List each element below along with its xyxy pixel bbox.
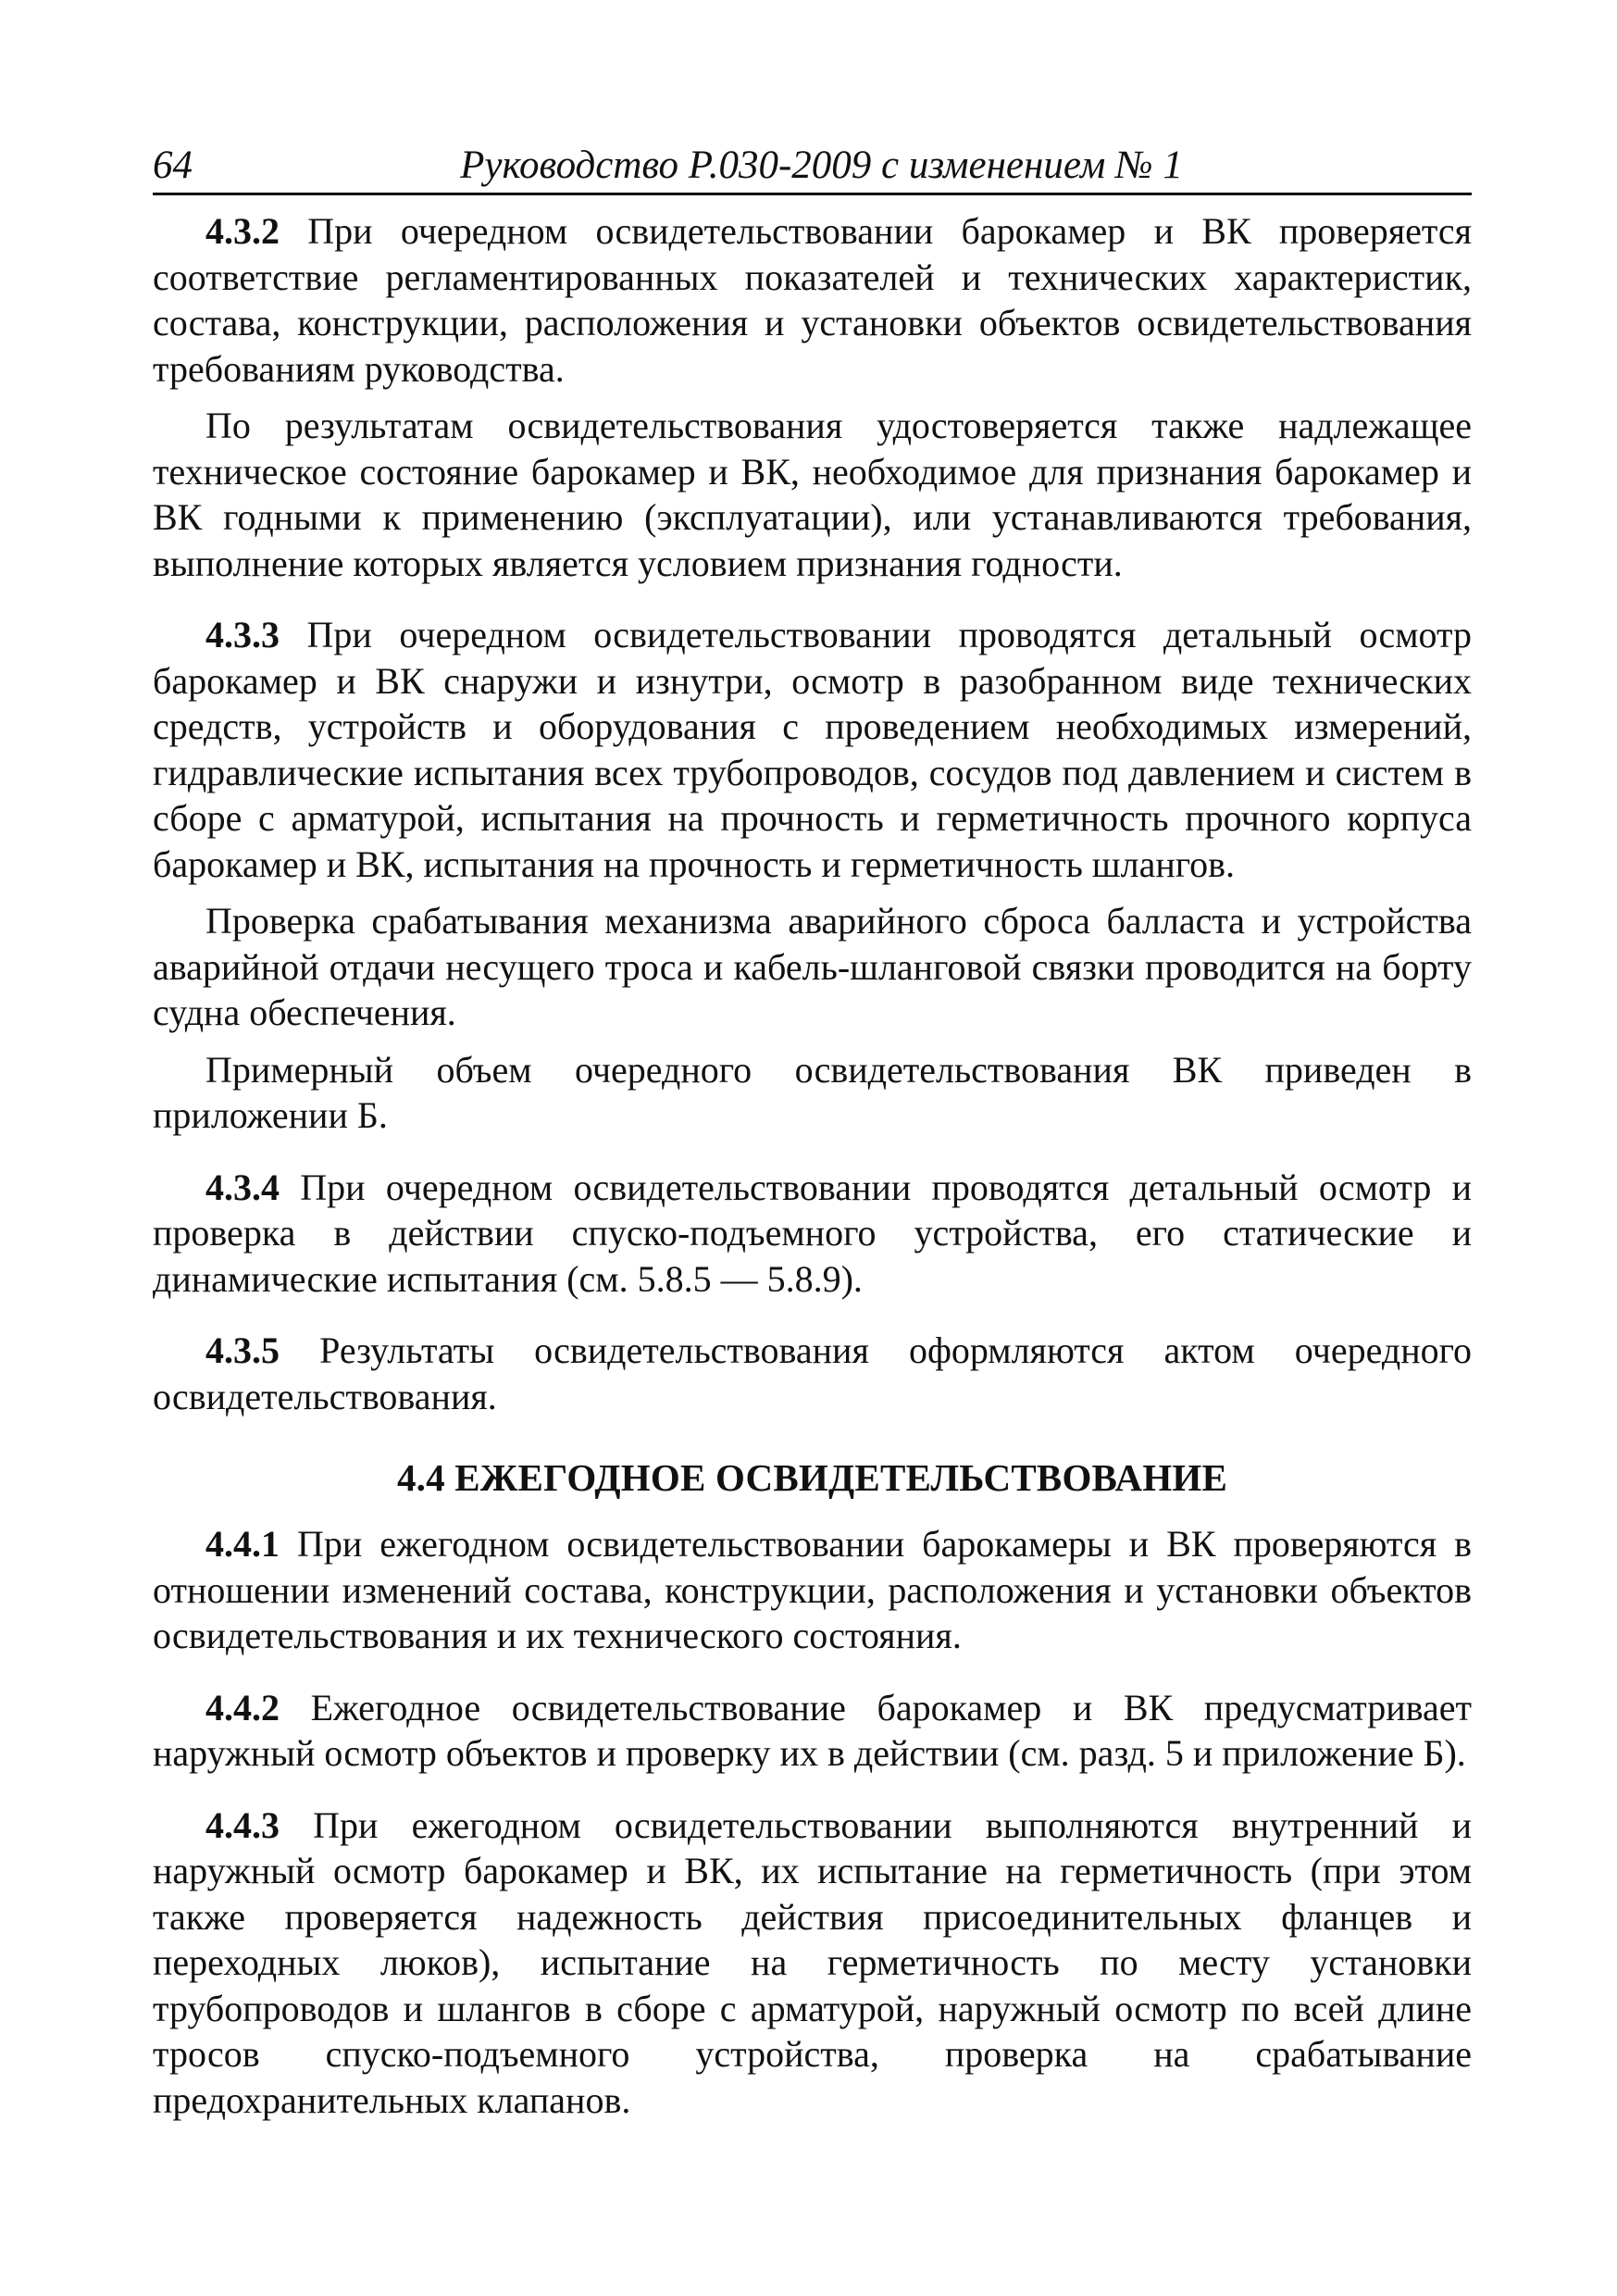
clause-number: 4.4.3 [205, 1803, 280, 1846]
paragraph-4-3-3-ballast [153, 898, 1472, 1036]
document-page [153, 139, 1472, 2123]
paragraph-4-3-2 [153, 208, 1472, 392]
paragraph-text: При очередном освидетельствовании барокамер и ВК проверяется соответствие регламентированных показателей и технических характеристик, состава, конструкции, расположения и установки объектов освидетельствования требованиям руководства. [153, 210, 1472, 390]
clause-number: 4.4.1 [205, 1523, 280, 1565]
paragraph-4-3-4 [153, 1165, 1472, 1303]
paragraph-4-3-3 [153, 612, 1472, 887]
document-body [153, 208, 1472, 2123]
clause-number: 4.3.4 [205, 1166, 280, 1208]
paragraph-4-3-5 [153, 1328, 1472, 1419]
paragraph-text: Примерный объем очередного освидетельствования ВК приведен в приложении Б. [153, 1048, 1472, 1136]
paragraph-text: При ежегодном освидетельствовании барокамеры и ВК проверяются в отношении изменений состава, конструкции, расположения и установки объектов освидетельствования и их технического состояния. [153, 1523, 1473, 1656]
paragraph-text: Проверка срабатывания механизма аварийного сброса балласта и устройства аварийной отдачи несущего троса и кабель-шланговой связки проводится на борту судна обеспечения. [153, 900, 1472, 1033]
clause-number: 4.3.5 [205, 1329, 280, 1371]
section-heading-4-4: 4.4 ЕЖЕГОДНОЕ ОСВИДЕТЕЛЬСТВОВАНИЕ [396, 1456, 1228, 1499]
page-number: 64 [153, 144, 193, 187]
clause-number: 4.3.3 [205, 614, 280, 655]
paragraph-text: Результаты освидетельствования оформляются актом очередного освидетельствования. [153, 1329, 1473, 1417]
paragraph-text: По результатам освидетельствования удостоверяется также надлежащее техническое состояние барокамер и ВК, необходимое для признания барокамер и ВК годными к применению (эксплуатации), или устанавливаются требования, выполнение которых является условием признания годности. [153, 405, 1472, 584]
page-header [153, 139, 1472, 195]
paragraph-4-4-3 [153, 1803, 1472, 2124]
paragraph-4-4-1 [153, 1521, 1472, 1659]
clause-number: 4.3.2 [205, 210, 280, 252]
paragraph-text: При ежегодном освидетельствовании выполняются внутренний и наружный осмотр барокамер и ВК, их испытание на герметичность (при этом также проверяется надежность действия присоединительных фланцев и переходных люков), испытание на герметичность по месту установки трубопроводов и шлангов в сборе с арматурой, наружный осмотр по всей длине тросов спуско-подъемного устройства, проверка на срабатывание предохранительных клапанов. [153, 1803, 1473, 2121]
clause-number: 4.4.2 [205, 1686, 280, 1728]
paragraph-4-4-2 [153, 1685, 1472, 1777]
paragraph-text: Ежегодное освидетельствование барокамер и ВК предусматривает наружный осмотр объектов и проверку их в действии (см. разд. 5 и приложение Б). [153, 1686, 1473, 1774]
paragraph-text: При очередном освидетельствовании проводятся детальный осмотр барокамер и ВК снаружи и изнутри, осмотр в разобранном виде технических средств, устройств и оборудования с проведением необходимых измерений, гидравлические испытания всех трубопроводов, сосудов под давлением и систем в сборе с арматурой, испытания на прочность и герметичность прочного корпуса барокамер и ВК, испытания на прочность и герметичность шлангов. [153, 614, 1472, 885]
paragraph-4-3-2-continuation [153, 403, 1472, 586]
running-title: Руководство Р.030-2009 с изменением № 1 [460, 144, 1183, 187]
paragraph-text: При очередном освидетельствовании проводятся детальный осмотр и проверка в действии спуско-подъемного устройства, его статические и динамические испытания (см. 5.8.5 — 5.8.9). [153, 1166, 1472, 1300]
paragraph-4-3-3-scope [153, 1047, 1472, 1139]
